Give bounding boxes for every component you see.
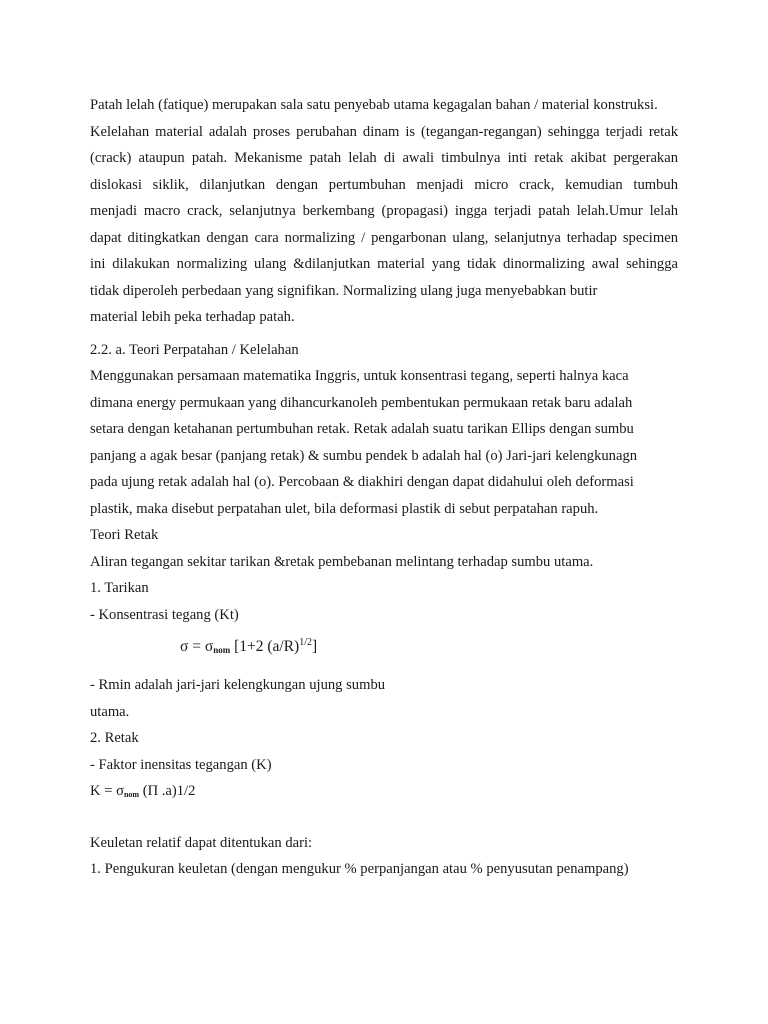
- section-heading: 2.2. a. Teori Perpatahan / Kelelahan: [90, 341, 299, 358]
- text-line: setara dengan ketahanan pertumbuhan retak. Retak adalah suatu tarikan Ellips dengan sumbu: [90, 421, 634, 437]
- list-item: 1. Pengukuran keuletan (dengan mengukur % perpanjangan atau % penyusutan penampang): [90, 861, 629, 877]
- text-line: panjang a agak besar (panjang retak) & sumbu pendek b adalah hal (o) Jari-jari kelengkunagn: [90, 447, 638, 464]
- paragraph-fatigue: [90, 92, 678, 331]
- formula-rest: (Π .a)1/2: [139, 783, 196, 799]
- text-line: dislokasi siklik, dilanjutkan dengan pertumbuhan menjadi micro crack, kemudian tumbuh: [90, 176, 678, 193]
- formula-stress-intensity: [90, 778, 678, 805]
- subheading-teori-retak: Teori Retak: [90, 527, 159, 543]
- list-subitem: - Faktor inensitas tegangan (K): [90, 756, 272, 773]
- text-line: plastik, maka disebut perpatahan ulet, bila deformasi plastik di sebut perpatahan rapuh.: [90, 500, 599, 517]
- text-line: material lebih peka terhadap patah.: [90, 309, 295, 325]
- formula-subscript: nom: [123, 790, 140, 799]
- formula-subscript: nom: [213, 645, 231, 655]
- formula-lhs: σ = σ: [180, 638, 214, 655]
- text-line: Patah lelah (fatique) merupakan sala satu penyebab utama kegagalan bahan / material konstruksi.: [90, 97, 658, 113]
- text-line: utama.: [90, 703, 130, 720]
- text-line: Aliran tegangan sekitar tarikan &retak pembebanan melintang terhadap sumbu utama.: [90, 553, 594, 570]
- text-line: pada ujung retak adalah hal (o). Percobaan & diakhiri dengan dapat didahului oleh deformasi: [90, 474, 634, 490]
- formula-superscript: 1/2: [299, 637, 313, 648]
- list-item: 2. Retak: [90, 730, 139, 746]
- text-line: menjadi macro crack, selanjutnya berkembang (propagasi) ingga terjadi patah lelah.Umur lelah: [90, 203, 678, 219]
- text-line: Kelelahan material adalah proses perubahan dinam is (tegangan-regangan) sehingga terjadi retak: [90, 123, 678, 140]
- formula-lhs: K = σ: [90, 783, 124, 799]
- formula-body: [1+2 (a/R): [230, 638, 300, 655]
- text-line: (crack) ataupun patah. Mekanisme patah lelah di awali timbulnya inti retak akibat pergerakan: [90, 150, 678, 166]
- formula-stress-concentration: [90, 628, 678, 658]
- text-line: ini dilakukan normalizing ulang &dilanjutkan material yang tidak dinormalizing awal sehingga: [90, 256, 678, 272]
- list-subitem: - Konsentrasi tegang (Kt): [90, 606, 239, 623]
- paragraph-theory: [90, 363, 678, 522]
- list-item: 1. Tarikan: [90, 580, 149, 596]
- formula-end: ]: [312, 638, 318, 655]
- text-line: dimana energy permukaan yang dihancurkanoleh pembentukan permukaan retak baru adalah: [90, 394, 633, 411]
- text-line: Menggunakan persamaan matematika Inggris, untuk konsentrasi tegang, seperti halnya kaca: [90, 368, 629, 384]
- text-line: - Rmin adalah jari-jari kelengkungan ujung sumbu: [90, 677, 386, 693]
- text-line: tidak diperoleh perbedaan yang signifikan. Normalizing ulang juga menyebabkan butir: [90, 282, 598, 299]
- document-page: [90, 92, 678, 883]
- text-line: dapat ditingkatkan dengan cara normalizing / pengarbonan ulang, selanjutnya terhadap specimen: [90, 229, 678, 246]
- text-line: Keuletan relatif dapat ditentukan dari:: [90, 834, 313, 851]
